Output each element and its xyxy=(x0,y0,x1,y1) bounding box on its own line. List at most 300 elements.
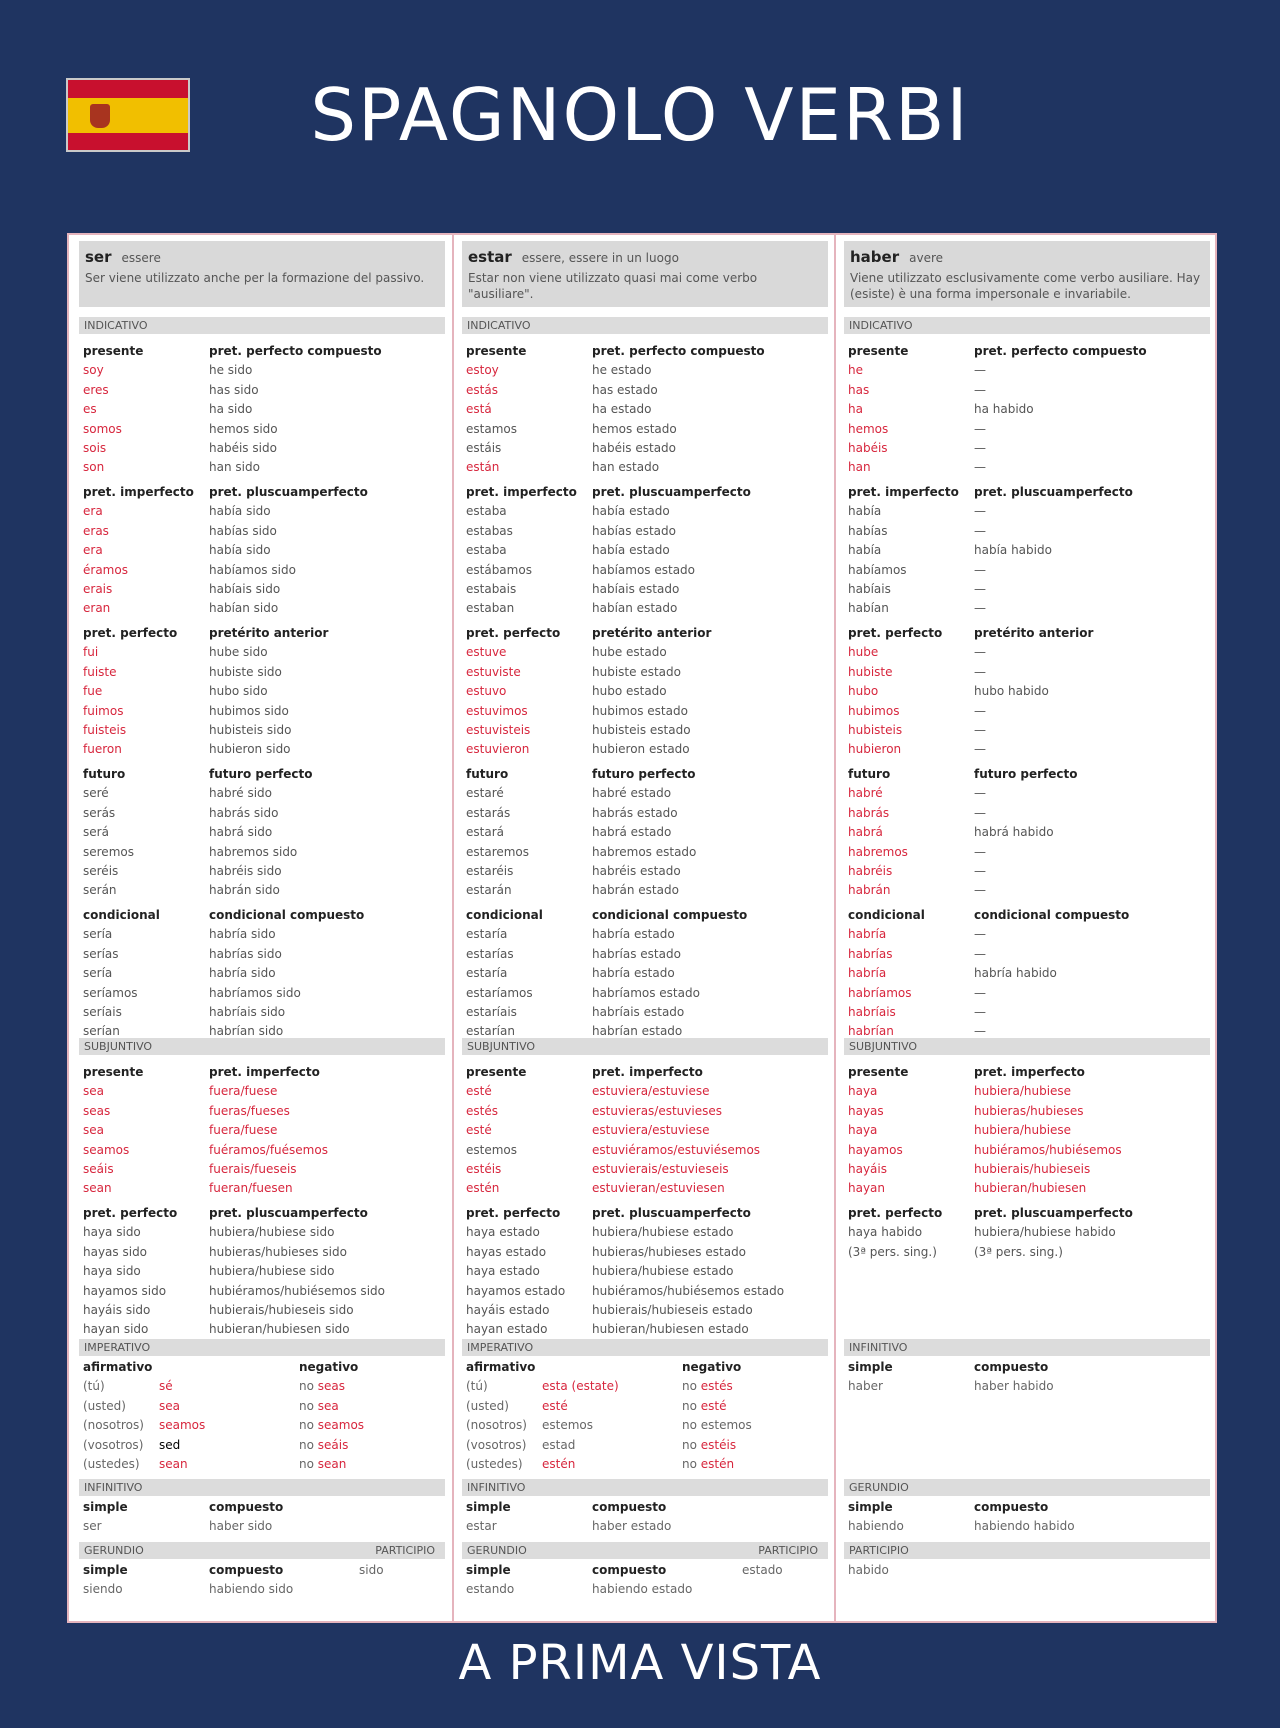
verb-name: ser xyxy=(85,248,112,266)
verb-form: estaríamos xyxy=(466,985,533,1000)
participio-value: habido xyxy=(848,1563,889,1577)
verb-form: has sido xyxy=(209,382,259,397)
verb-form: has xyxy=(848,382,870,397)
verb-form: (3ª pers. sing.) xyxy=(974,1244,1063,1259)
negation: no xyxy=(299,1379,314,1394)
section-label: INDICATIVO xyxy=(467,319,531,332)
negation: no xyxy=(299,1398,314,1413)
affirmative-form: sé xyxy=(159,1379,173,1394)
verb-form: estarías xyxy=(466,946,514,961)
negative-form xyxy=(299,1397,339,1416)
verb-header xyxy=(462,241,828,307)
verb-form: hubieran/hubiesen estado xyxy=(592,1322,749,1337)
verb-form: hubiste estado xyxy=(592,664,681,679)
verb-form: estarían xyxy=(466,1024,515,1039)
verb-form: hayamos estado xyxy=(466,1283,566,1298)
verb-form: — xyxy=(974,927,986,942)
verb-form: — xyxy=(974,645,986,660)
pronoun: (usted) xyxy=(83,1398,126,1413)
affirmative-form: estemos xyxy=(542,1418,594,1433)
verb-form: habría estado xyxy=(592,927,675,942)
verb-form: — xyxy=(974,723,986,738)
negation: no estemos xyxy=(682,1418,752,1433)
verb-form: habríamos sido xyxy=(209,985,301,1000)
verb-form: — xyxy=(974,946,986,961)
gerundio-compuesto-value: habiendo sido xyxy=(209,1582,294,1597)
verb-form: son xyxy=(83,460,105,475)
verb-form: fuera/fuese xyxy=(209,1084,278,1099)
negative-form xyxy=(299,1416,364,1435)
section-imperativo xyxy=(462,1339,828,1356)
affirmative-form: seamos xyxy=(159,1418,206,1433)
verb-form: fueran/fuesen xyxy=(209,1181,293,1196)
negation: no xyxy=(299,1456,314,1471)
tense-title: futuro xyxy=(848,767,891,781)
verb-form: habrían sido xyxy=(209,1024,284,1039)
negative-verb: estés xyxy=(700,1379,733,1394)
verb-form: serán xyxy=(83,883,117,898)
negative-form xyxy=(682,1416,752,1435)
verb-form: habría estado xyxy=(592,966,675,981)
verb-form: seamos xyxy=(83,1142,130,1157)
verb-form: había estado xyxy=(592,543,670,558)
verb-form: habremos xyxy=(848,844,908,859)
tense-block xyxy=(83,1063,143,1199)
verb-form: habíamos sido xyxy=(209,562,296,577)
verb-form: seáis xyxy=(83,1162,114,1177)
tense-title: futuro xyxy=(83,767,126,781)
verb-form: haya xyxy=(848,1123,878,1138)
section-label: PARTICIPIO xyxy=(849,1544,909,1557)
tense-block xyxy=(466,624,560,760)
negative-form xyxy=(299,1436,348,1455)
verb-form: soy xyxy=(83,363,104,378)
verb-form: habían xyxy=(848,601,889,616)
verb-form: hubisteis xyxy=(848,723,903,738)
verb-form: — xyxy=(974,664,986,679)
gerundio-compuesto-value: habiendo estado xyxy=(592,1582,693,1597)
verb-form: estuvieron xyxy=(466,742,530,757)
pronoun: (nosotros) xyxy=(466,1418,527,1433)
verb-form: hubiera/hubiese xyxy=(974,1123,1072,1138)
verb-form: estaba xyxy=(466,504,507,519)
verb-form: — xyxy=(974,883,986,898)
infinitivo-compuesto-value: haber sido xyxy=(209,1519,273,1534)
verb-form: ha estado xyxy=(592,402,652,417)
tense-block xyxy=(209,765,312,901)
verb-form: serían xyxy=(83,1024,120,1039)
verb-form: hayan estado xyxy=(466,1322,548,1337)
verb-form: — xyxy=(974,786,986,801)
verb-form: has estado xyxy=(592,382,658,397)
infinitivo-simple-value: estar xyxy=(466,1519,497,1534)
infinitivo-simple-header: simple xyxy=(83,1500,128,1514)
verb-form: hubiera/hubiese habido xyxy=(974,1225,1116,1240)
tense-block xyxy=(209,624,328,760)
verb-form: estuvimos xyxy=(466,703,528,718)
tense-block xyxy=(466,342,526,478)
verb-form: estoy xyxy=(466,363,499,378)
verb-form: hayamos sido xyxy=(83,1283,167,1298)
negative-form xyxy=(682,1455,734,1474)
verb-form: habremos estado xyxy=(592,844,697,859)
infinitivo-simple-header: simple xyxy=(848,1360,893,1374)
verb-form: hayas sido xyxy=(83,1244,148,1259)
tense-title: pret. perfecto compuesto xyxy=(592,344,765,358)
section-subjuntivo xyxy=(462,1038,828,1055)
verb-form: estamos xyxy=(466,421,517,436)
verb-form: — xyxy=(974,460,986,475)
verb-form: hubiste sido xyxy=(209,664,282,679)
tense-title: condicional compuesto xyxy=(592,908,748,922)
verb-form: fueras/fueses xyxy=(209,1103,290,1118)
verb-form: habrán xyxy=(848,883,891,898)
verb-form: hayan xyxy=(848,1181,886,1196)
verb-form: han sido xyxy=(209,460,260,475)
verb-form: hubieran/hubiesen sido xyxy=(209,1322,350,1337)
tense-block xyxy=(83,624,177,760)
verb-header xyxy=(79,241,445,307)
verb-form: habríamos xyxy=(848,985,912,1000)
verb-form: estaba xyxy=(466,543,507,558)
verb-form: habíamos estado xyxy=(592,562,696,577)
verb-form: estaremos xyxy=(466,844,530,859)
section-label: SUBJUNTIVO xyxy=(849,1040,918,1053)
tense-title: pret. perfecto xyxy=(83,1206,178,1220)
verb-form: hube estado xyxy=(592,645,667,660)
verb-form: habéis estado xyxy=(592,441,677,456)
section-imperativo xyxy=(79,1339,445,1356)
negative-form xyxy=(682,1436,736,1455)
verb-form: estés xyxy=(466,1103,498,1118)
tense-block xyxy=(592,342,765,478)
verb-form: estuvisteis xyxy=(466,723,531,738)
verb-form: estuve xyxy=(466,645,507,660)
infinitivo-compuesto-value: haber habido xyxy=(974,1379,1054,1394)
verb-form: haya habido xyxy=(848,1225,923,1240)
verb-form: habías estado xyxy=(592,523,676,538)
tense-title: pret. imperfecto xyxy=(466,485,577,499)
verb-form: fuera/fuese xyxy=(209,1123,278,1138)
verb-form: serías xyxy=(83,946,119,961)
tense-title: presente xyxy=(466,344,527,358)
gerundio-simple-header: simple xyxy=(83,1563,128,1577)
section-label: SUBJUNTIVO xyxy=(467,1040,536,1053)
verb-form: hubimos sido xyxy=(209,703,289,718)
section-label: INFINITIVO xyxy=(84,1481,143,1494)
tense-block xyxy=(466,765,529,901)
imperativo-row xyxy=(466,1455,826,1474)
infinitivo-simple-value: ser xyxy=(83,1519,102,1534)
gerundio-simple-value: habiendo xyxy=(848,1519,904,1534)
tense-title: pret. pluscuamperfecto xyxy=(209,485,368,499)
affirmative-form: estad xyxy=(542,1437,576,1452)
imperativo-row xyxy=(466,1416,826,1435)
verb-form: seríamos xyxy=(83,985,138,1000)
gerundio-simple-value: siendo xyxy=(83,1582,123,1597)
verb-form: estaría xyxy=(466,966,508,981)
verb-form: había estado xyxy=(592,504,670,519)
tense-title: pret. perfecto compuesto xyxy=(209,344,382,358)
verb-form: sea xyxy=(83,1123,104,1138)
verb-form: sois xyxy=(83,441,107,456)
verb-form: hayas xyxy=(848,1103,884,1118)
verb-form: — xyxy=(974,562,986,577)
tense-title: condicional xyxy=(466,908,543,922)
verb-form: habrá sido xyxy=(209,825,273,840)
tense-block xyxy=(848,483,959,619)
verb-form: — xyxy=(974,421,986,436)
tense-title: futuro perfecto xyxy=(209,767,313,781)
verb-form: seré xyxy=(83,786,109,801)
negative-verb: seamos xyxy=(317,1418,365,1433)
verb-form: estabais xyxy=(466,582,517,597)
verb-form: — xyxy=(974,382,986,397)
verb-form: habría xyxy=(848,927,887,942)
section-subjuntivo xyxy=(844,1038,1210,1055)
tense-title: pret. perfecto compuesto xyxy=(974,344,1147,358)
verb-form: hubieran/hubiesen xyxy=(974,1181,1087,1196)
tense-title: pret. pluscuamperfecto xyxy=(592,485,751,499)
section-label: SUBJUNTIVO xyxy=(84,1040,153,1053)
verb-form: han estado xyxy=(592,460,660,475)
affirmative-form: estén xyxy=(542,1456,576,1471)
verb-form: hubieron estado xyxy=(592,742,690,757)
verb-form: hubiéramos/hubiésemos estado xyxy=(592,1283,785,1298)
verb-form: éramos xyxy=(83,562,128,577)
verb-form: hubiera/hubiese estado xyxy=(592,1225,734,1240)
verb-form: (3ª pers. sing.) xyxy=(848,1244,937,1259)
verb-form: hubisteis sido xyxy=(209,723,292,738)
tense-block xyxy=(848,1063,908,1199)
tense-title: pret. pluscuamperfecto xyxy=(974,1206,1133,1220)
section-label-participio: PARTICIPIO xyxy=(375,1544,435,1557)
tense-title: pretérito anterior xyxy=(209,626,329,640)
pronoun: (tú) xyxy=(83,1379,105,1394)
verb-form: estaríais xyxy=(466,1005,517,1020)
verb-form: habrías xyxy=(848,946,893,961)
verb-form: hubiéramos/hubiésemos sido xyxy=(209,1283,385,1298)
tense-block xyxy=(83,765,134,901)
verb-translation: avere xyxy=(909,251,943,265)
tense-title: pret. imperfecto xyxy=(83,485,194,499)
verb-form: sea xyxy=(83,1084,104,1099)
verb-form: fueron xyxy=(83,742,122,757)
verb-form: hube xyxy=(848,645,879,660)
verb-form: — xyxy=(974,601,986,616)
imperativo-row xyxy=(466,1436,826,1455)
section-gerundio xyxy=(79,1542,445,1559)
affirmative-form: esté xyxy=(542,1398,568,1413)
imperativo-row xyxy=(83,1416,443,1435)
verb-form: habían sido xyxy=(209,601,279,616)
verb-form: está xyxy=(466,402,492,417)
verb-form: hubisteis estado xyxy=(592,723,691,738)
tense-block xyxy=(83,483,194,619)
verb-column-haber xyxy=(844,241,1210,1617)
verb-form: estaré xyxy=(466,786,504,801)
verb-form: habías sido xyxy=(209,523,277,538)
negative-verb: estén xyxy=(700,1456,735,1471)
verb-form: había xyxy=(848,504,882,519)
verb-form: somos xyxy=(83,421,122,436)
verb-form: era xyxy=(83,504,103,519)
section-label: GERUNDIO xyxy=(849,1481,909,1494)
verb-form: habíais xyxy=(848,582,891,597)
verb-form: hubieras/hubieses estado xyxy=(592,1244,747,1259)
verb-form: habéis sido xyxy=(209,441,277,456)
verb-form: hemos sido xyxy=(209,421,278,436)
tense-title: presente xyxy=(848,344,909,358)
tense-title: condicional compuesto xyxy=(209,908,365,922)
tense-title: pret. imperfecto xyxy=(974,1065,1085,1079)
verb-form: hubieras/hubieses xyxy=(974,1103,1084,1118)
verb-form: habrá habido xyxy=(974,825,1054,840)
verb-form: había sido xyxy=(209,543,271,558)
tense-title: pret. perfecto xyxy=(83,626,178,640)
verb-form: estuvo xyxy=(466,684,507,699)
verb-form: estaban xyxy=(466,601,515,616)
verb-form: eres xyxy=(83,382,109,397)
verb-form: hubo sido xyxy=(209,684,268,699)
imperativo-row xyxy=(83,1397,443,1416)
section-label: INFINITIVO xyxy=(467,1481,526,1494)
afirmativo-header: afirmativo xyxy=(466,1360,536,1374)
verb-form: estás xyxy=(466,382,498,397)
verb-form: ha habido xyxy=(974,402,1034,417)
tense-title: pret. pluscuamperfecto xyxy=(974,485,1133,499)
tense-title: presente xyxy=(83,344,144,358)
verb-form: habíais estado xyxy=(592,582,680,597)
pronoun: (ustedes) xyxy=(83,1456,140,1471)
verb-form: hayáis sido xyxy=(83,1303,151,1318)
verb-form: estuviera/estuviese xyxy=(592,1123,710,1138)
verb-form: había habido xyxy=(974,543,1052,558)
tense-block xyxy=(974,906,1129,1042)
verb-form: eran xyxy=(83,601,111,616)
infinitivo-forms xyxy=(848,1358,1208,1397)
tense-block xyxy=(209,1063,328,1199)
section-label: IMPERATIVO xyxy=(467,1341,534,1354)
infinitivo-compuesto-header: compuesto xyxy=(592,1500,667,1514)
tense-block xyxy=(592,1204,784,1340)
tense-block xyxy=(466,906,543,1042)
verb-form: erais xyxy=(83,582,113,597)
verb-form: habríais sido xyxy=(209,1005,286,1020)
column-divider xyxy=(834,235,836,1621)
tense-block xyxy=(83,906,160,1042)
verb-form: habríamos estado xyxy=(592,985,700,1000)
verb-form: hayamos xyxy=(848,1142,903,1157)
negation: no xyxy=(299,1437,314,1452)
pronoun: (nosotros) xyxy=(83,1418,144,1433)
verb-form: hayan sido xyxy=(83,1322,149,1337)
tense-title: pret. perfecto xyxy=(848,1206,943,1220)
verb-form: haya estado xyxy=(466,1264,540,1279)
verb-form: habré estado xyxy=(592,786,672,801)
verb-form: estéis xyxy=(466,1162,502,1177)
verb-form: han xyxy=(848,460,871,475)
gerundio-simple-value: estando xyxy=(466,1582,515,1597)
tense-block xyxy=(592,906,747,1042)
verb-form: sean xyxy=(83,1181,112,1196)
verb-form: habrían xyxy=(848,1024,894,1039)
verb-form: sería xyxy=(83,966,113,981)
verb-form: hayáis xyxy=(848,1162,887,1177)
verb-form: habrás xyxy=(848,805,890,820)
verb-form: hubimos xyxy=(848,703,900,718)
verb-form: habría sido xyxy=(209,927,276,942)
verb-form: he sido xyxy=(209,363,253,378)
section-label-participio: PARTICIPIO xyxy=(758,1544,818,1557)
infinitivo-compuesto-header: compuesto xyxy=(974,1360,1049,1374)
verb-form: seremos xyxy=(83,844,134,859)
gerundio-compuesto-header: compuesto xyxy=(592,1563,667,1577)
gerundio-compuesto-header: compuesto xyxy=(974,1500,1049,1514)
gerundio-forms xyxy=(848,1498,1208,1537)
verb-form: haya xyxy=(848,1084,878,1099)
negativo-header: negativo xyxy=(682,1360,742,1374)
tense-block xyxy=(974,1063,1122,1199)
section-subjuntivo xyxy=(79,1038,445,1055)
verb-form: habría sido xyxy=(209,966,276,981)
tense-title: pret. perfecto xyxy=(466,626,561,640)
imperativo-row xyxy=(466,1397,826,1416)
verb-form: estuviste xyxy=(466,664,521,679)
verb-note: Estar non viene utilizzato quasi mai come verbo "ausiliare". xyxy=(468,271,758,301)
verb-form: fue xyxy=(83,684,103,699)
tense-block xyxy=(209,906,364,1042)
tense-title: futuro perfecto xyxy=(592,767,696,781)
imperativo-table xyxy=(466,1358,826,1474)
verb-form: esté xyxy=(466,1123,492,1138)
gerundio-simple-header: simple xyxy=(848,1500,893,1514)
verb-form: hubieron xyxy=(848,742,902,757)
verb-form: eras xyxy=(83,523,109,538)
verb-form: — xyxy=(974,504,986,519)
affirmative-form: sed xyxy=(159,1437,181,1452)
tense-block xyxy=(209,483,368,619)
verb-form: hubiéramos/hubiésemos xyxy=(974,1142,1122,1157)
negative-form xyxy=(299,1455,346,1474)
pronoun: (usted) xyxy=(466,1398,509,1413)
verb-form: habrías estado xyxy=(592,946,681,961)
verb-form: habrían estado xyxy=(592,1024,683,1039)
gerundio-simple-header: simple xyxy=(466,1563,511,1577)
negation: no xyxy=(682,1379,697,1394)
tense-block xyxy=(974,624,1093,760)
infinitivo-compuesto-value: haber estado xyxy=(592,1519,672,1534)
verb-form: fuerais/fueseis xyxy=(209,1162,297,1177)
verb-form: hubiera/hubiese sido xyxy=(209,1264,335,1279)
gerundio-forms xyxy=(83,1561,443,1600)
tense-block xyxy=(466,1063,526,1199)
section-infinitivo xyxy=(844,1339,1210,1356)
coat-of-arms-icon xyxy=(90,104,110,128)
verb-form: hubo xyxy=(848,684,879,699)
affirmative-form: sean xyxy=(159,1456,188,1471)
imperativo-row xyxy=(83,1455,443,1474)
tense-title: pret. imperfecto xyxy=(209,1065,320,1079)
negation: no xyxy=(682,1437,697,1452)
pronoun: (vosotros) xyxy=(466,1437,527,1452)
verb-header xyxy=(844,241,1210,307)
verb-form: había sido xyxy=(209,504,271,519)
verb-form: haya estado xyxy=(466,1225,540,1240)
verb-form: era xyxy=(83,543,103,558)
verb-column-estar xyxy=(462,241,828,1617)
verb-form: — xyxy=(974,742,986,757)
